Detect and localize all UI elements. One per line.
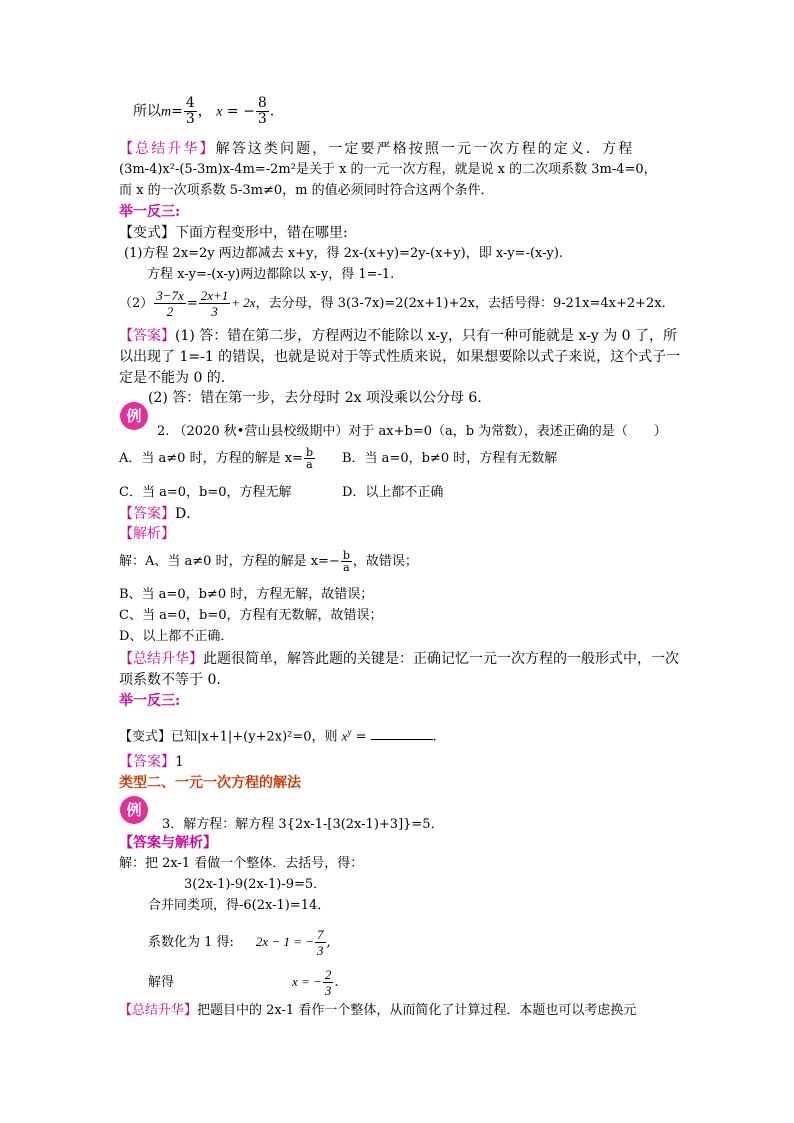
variant2: [119, 723, 437, 746]
example2-solution-d: D、以上都不正确．: [119, 629, 234, 644]
step5-den: 3: [324, 983, 332, 998]
step4-equation: 2x − 1 = −: [255, 934, 315, 949]
svg-text:例: 例: [126, 407, 142, 425]
x-denominator: 3: [257, 111, 267, 127]
variant1-item1-line1: (1)方程 2x=2y 两边都减去 x+y，得 2x-(x+y)=2y-(x+y)，即 x-y=-(x-y).: [124, 246, 564, 261]
comma: ，: [197, 103, 212, 120]
example2-solution-a: [119, 548, 418, 576]
so-prefix: 所以: [133, 103, 161, 120]
variant-text: 已知|x+1|+(y+2x)²=0，则: [171, 729, 342, 745]
summary-tag: 【总结升华】: [119, 1003, 198, 1018]
summary1-line3: 而 x 的一次项系数 5-3m≠0，m 的值必须同时符合这两个条件．: [119, 183, 494, 198]
power-base: x: [341, 728, 348, 744]
intro-result: [133, 96, 274, 127]
solution-a-text: 解：A、当 a≠0 时，方程的解是 x=−: [119, 554, 340, 569]
variant1-item1-line2: 方程 x-y=-(x-y)两边都除以 x-y，得 1=-1.: [147, 267, 395, 282]
answer-tag: 【答案】: [119, 506, 175, 522]
example3-question: 3．解方程：解方程 3{2x-1-[3(2x-1)+3]}=5．: [162, 817, 444, 832]
variant1-item2: [119, 283, 666, 324]
x-fraction: [256, 96, 269, 127]
m-numerator: 4: [185, 95, 195, 111]
variant-tag: 【变式】: [119, 225, 175, 241]
example2-option-a: [119, 446, 316, 472]
answer-value: D．: [175, 506, 201, 522]
variant-intro-text: 下面方程变形中，错在哪里:: [175, 225, 348, 241]
step5-fraction: [323, 967, 334, 998]
option-a-num: b: [305, 446, 313, 459]
example3-step3: 合并同类项，得-6(2x-1)=14．: [148, 898, 331, 913]
answer1-line2: 以出现了 1=-1 的错误，也就是说对于等式性质来说，如果想要除以式子来说，这个式子一: [119, 349, 681, 365]
example3-step5: [148, 962, 338, 1003]
item2-suffix: ，去分母，得 3(3-7x)=2(2x+1)+2x，去括号得：9-21x=4x+2+2x.: [255, 296, 666, 311]
solution-a-num: b: [342, 549, 350, 562]
example2-analysis-tag: 【解析】: [119, 526, 175, 542]
answer1-line1: [119, 327, 677, 345]
x-numerator: 8: [257, 95, 267, 111]
equals-sign: =: [171, 103, 183, 120]
x-variable: x: [216, 104, 223, 120]
example2-solution-c: C、当 a=0，b=0，方程有无数解，故错误；: [119, 608, 383, 623]
m-variable: m: [161, 104, 172, 120]
answer1-line3: 定是不能为 0 的.: [119, 370, 226, 386]
item2-frac2-den: 3: [211, 304, 218, 319]
example3-summary: [119, 1002, 636, 1020]
example3-step2: 3(2x-1)-9(2x-1)-9=5．: [184, 877, 327, 892]
answer1-line4: (2) 答：错在第一步，去分母时 2x 项没乘以公分母 6.: [148, 390, 482, 406]
variant1-intro: [119, 224, 348, 242]
example3-step1: 解：把 2x-1 看做一个整体．去括号，得：: [119, 856, 364, 871]
item2-frac1-num: 3−7x: [156, 288, 184, 303]
step4-den: 3: [317, 943, 324, 958]
step5-equation: x = −: [292, 974, 322, 989]
summary1-line2: (3m-4)x²-(5-3m)x-4m=-2m²是关于 x 的一元一次方程，就是说 x 的二次项系数 3m-4=0，: [119, 162, 657, 177]
period: .: [432, 729, 437, 745]
item2-frac2: [199, 288, 231, 319]
solution-a-den: a: [343, 561, 350, 574]
summary-text: 把题目中的 2x-1 看作一个整体，从而简化了计算过程．本题也可以考虑换元: [197, 1003, 637, 1018]
period: .: [269, 103, 275, 120]
item2-frac2-num: 2x+1: [200, 288, 229, 303]
example2-summary-line2: 项系数不等于 0.: [119, 672, 221, 688]
power-exponent: y: [347, 727, 352, 737]
example-icon-2: [119, 795, 149, 825]
item2-frac1: [154, 288, 186, 319]
m-denominator: 3: [185, 111, 195, 127]
answer2: [119, 753, 184, 771]
example2-answer: [119, 505, 200, 523]
item2-prefix: （2）: [119, 296, 154, 311]
example2-question: 2. （2020 秋•营山县校级期中）对于 ax+b=0（a，b 为常数），表述正确的是（ ）: [157, 424, 667, 439]
example2-solution-b: B、当 a=0，b≠0 时，方程无解，故错误；: [119, 587, 374, 602]
answer-tag: 【答案】: [119, 754, 175, 770]
step4-fraction: [315, 927, 326, 958]
item2-equals: =: [186, 296, 198, 311]
example2-option-d: D．以上都不正确: [342, 485, 444, 500]
example2-summary-line1: [119, 650, 679, 668]
summary1-line1: [119, 140, 634, 158]
solution-a-suffix: ，故错误；: [352, 554, 418, 569]
option-a-fraction: [304, 447, 315, 470]
answer-tag: 【答案】: [119, 328, 175, 344]
step4-label: 系数化为 1 得:: [148, 935, 234, 950]
summary-tag: 【总结升华】: [119, 141, 216, 157]
practice-label-2: 举一反三:: [119, 693, 181, 709]
option-a-den: a: [306, 458, 313, 471]
x-equals-negative: = −: [226, 103, 255, 120]
step4-num: 7: [317, 927, 324, 942]
item2-plus-term: + 2x: [231, 295, 256, 310]
answer-value: 1: [175, 754, 184, 770]
m-fraction: [184, 96, 197, 127]
summary-text: 解答这类问题，一定要严格按照一元一次方程的定义．方程: [215, 141, 635, 157]
option-a-text: A．当 a≠0 时，方程的解是 x=: [119, 451, 303, 466]
step5-num: 2: [324, 967, 332, 982]
answer-blank: [371, 727, 433, 740]
svg-text:例: 例: [126, 801, 142, 819]
example2-option-c: C．当 a=0，b=0，方程无解: [119, 485, 292, 500]
section-heading: 类型二、一元一次方程的解法: [119, 775, 301, 791]
practice-label: 举一反三:: [119, 204, 181, 220]
equals-sign: =: [351, 729, 371, 745]
step5-end: .: [334, 975, 339, 990]
example-icon: [119, 401, 149, 431]
summary-tag: 【总结升华】: [119, 651, 203, 667]
example3-tag: 【答案与解析】: [119, 835, 217, 851]
item2-frac1-den: 2: [166, 304, 174, 319]
step5-label: 解得: [148, 975, 175, 990]
step4-end: ,: [326, 935, 331, 950]
answer-text: (1) 答：错在第二步，方程两边不能除以 x-y，只有一种可能就是 x-y 为 0 了，所: [175, 328, 678, 344]
example3-step4: [148, 922, 331, 963]
summary-text: 此题很简单，解答此题的关键是：正确记忆一元一次方程的一般形式中，一次: [203, 651, 679, 667]
variant-tag: 【变式】: [119, 729, 172, 745]
solution-a-fraction: [341, 550, 352, 573]
example2-option-b: B．当 a=0，b≠0 时，方程有无数解: [342, 451, 558, 466]
